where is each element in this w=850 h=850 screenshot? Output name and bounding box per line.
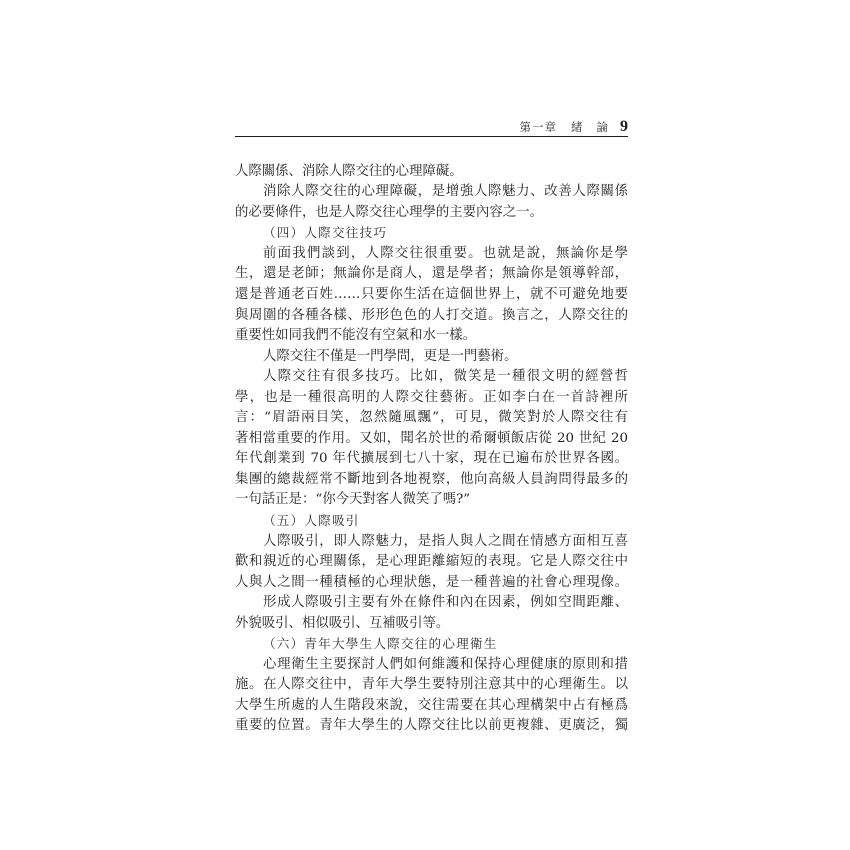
text-line: 人與人之間一種積極的心理狀態，是一種普遍的社會心理現像。	[235, 574, 628, 590]
text-line: 人際交往不僅是一門學問，更是一門藝術。	[263, 348, 518, 364]
text-line: 前面我們談到，人際交往很重要。也就是說，無論你是學	[263, 245, 628, 261]
running-head	[235, 118, 628, 136]
text-line: 集團的總裁經常不斷地到各地視察，他向高級人員詢問得最多的	[235, 471, 628, 487]
text-line: 歡和親近的心理關係，是心理距離縮短的表現。它是人際交往中	[235, 554, 628, 570]
header-rule-divider	[235, 136, 628, 137]
text-line: 外貌吸引、相似吸引、互補吸引等。	[235, 615, 450, 631]
text-line: 人際交往有很多技巧。比如，微笑是一種很文明的經營哲	[263, 369, 628, 385]
text-line: 言：“眉語兩目笑，忽然隨風飄”，可見，微笑對於人際交往有	[235, 410, 628, 426]
text-line: 與周圍的各種各樣、形形色色的人打交道。換言之，人際交往的	[235, 307, 628, 323]
text-line: 重要性如同我們不能沒有空氣和水一樣。	[235, 328, 477, 344]
section-heading-4: （四）人際交往技巧	[263, 225, 388, 241]
text-line: 一句話正是：“你今天對客人微笑了嗎?”	[235, 492, 471, 508]
text-line: 心理衛生主要探討人們如何維護和保持心理健康的原則和措	[263, 656, 628, 672]
section-heading-5: （五）人際吸引	[263, 512, 360, 528]
text-line: 重要的位置。青年大學生的人際交往比以前更複雜、更廣泛，獨	[235, 718, 628, 734]
text-line: 年代創業到 70 年代擴展到七八十家，現在已遍布於世界各國。	[235, 451, 628, 467]
text-line: 的必要條件，也是人際交往心理學的主要內容之一。	[235, 204, 543, 220]
text-line: 學，也是一種很高明的人際交往藝術。正如李白在一首詩裡所	[235, 389, 628, 405]
chapter-title-part2: 論	[596, 120, 608, 134]
text-line: 消除人際交往的心理障礙，是增強人際魅力、改善人際關係	[263, 184, 628, 200]
text-line: 人際吸引，即人際魅力，是指人與人之間在情感方面相互喜	[263, 533, 628, 549]
text-line: 大學生所處的人生階段來說，交往需要在其心理構架中占有極爲	[235, 697, 628, 713]
chapter-label: 第一章	[519, 120, 557, 134]
text-line: 生，還是老師；無論你是商人，還是學者；無論你是領導幹部，	[235, 266, 628, 282]
chapter-title-part1: 緒	[571, 120, 583, 134]
body-text	[235, 162, 628, 737]
text-line: 著相當重要的作用。又如，聞名於世的希爾頓飯店從 20 世紀 20	[235, 430, 628, 446]
text-line: 還是普通老百姓……只要你生活在這個世界上，就不可避免地要	[235, 286, 628, 302]
text-line: 施。在人際交往中，青年大學生要特別注意其中的心理衛生。以	[235, 677, 628, 693]
text-line: 人際關係、消除人際交往的心理障礙。	[235, 163, 463, 179]
page-number: 9	[620, 118, 628, 135]
section-heading-6: （六）青年大學生人際交往的心理衛生	[263, 636, 498, 652]
text-line: 形成人際吸引主要有外在條件和內在因素，例如空間距離、	[263, 595, 628, 611]
